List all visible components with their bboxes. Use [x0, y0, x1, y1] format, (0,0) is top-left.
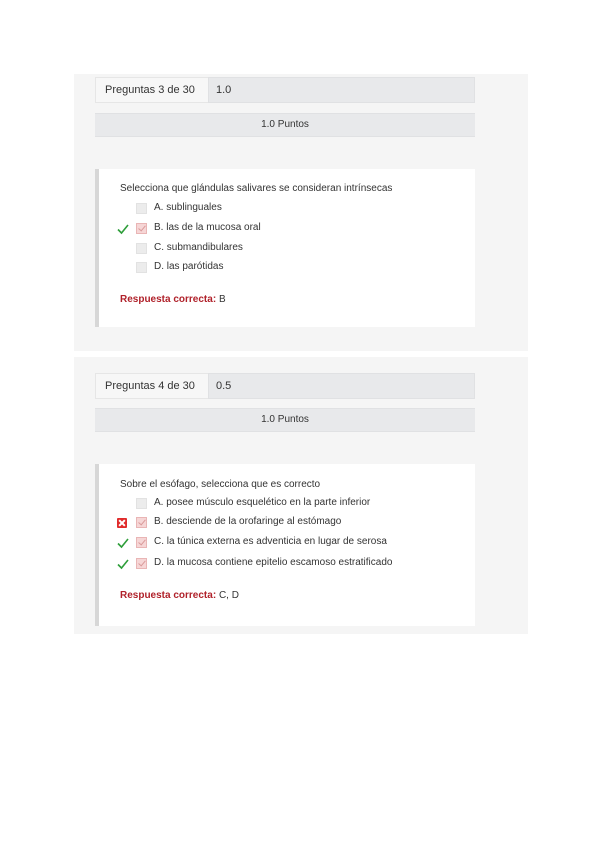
- option-text: B. desciende de la orofaringe al estómago: [154, 516, 342, 527]
- correct-answer-value: C, D: [218, 590, 239, 601]
- question-body: [95, 464, 475, 626]
- option-checkbox-selected: [136, 517, 147, 528]
- answer-option-d: [99, 260, 459, 276]
- correct-answer: [120, 590, 239, 601]
- question-text: Selecciona que glándulas salivares se consideran intrínsecas: [120, 183, 393, 194]
- correct-answer-label: Respuesta correcta:: [120, 590, 217, 601]
- option-text: C. la túnica externa es adventicia en lugar de serosa: [154, 536, 387, 547]
- answer-option-b: [99, 515, 459, 531]
- option-text: D. las parótidas: [154, 261, 224, 272]
- correct-answer-label: Respuesta correcta:: [120, 294, 217, 305]
- check-icon: [116, 222, 130, 236]
- question-points: 1.0 Puntos: [95, 113, 475, 137]
- check-icon: [116, 536, 130, 550]
- option-checkbox: [136, 243, 147, 254]
- question-score: 1.0: [208, 77, 475, 103]
- check-icon: [116, 557, 130, 571]
- answer-option-d: [99, 556, 459, 572]
- option-checkbox: [136, 262, 147, 273]
- option-text: A. sublinguales: [154, 202, 222, 213]
- answer-option-c: [99, 241, 459, 257]
- question-card-4: [74, 357, 528, 634]
- option-checkbox: [136, 203, 147, 214]
- question-number: Preguntas 3 de 30: [95, 77, 208, 103]
- correct-answer: [120, 294, 226, 305]
- question-header: [95, 77, 475, 103]
- correct-answer-value: B: [218, 294, 226, 305]
- x-icon: [117, 518, 127, 528]
- question-text: Sobre el esófago, selecciona que es correcto: [120, 479, 321, 490]
- option-text: A. posee músculo esquelético en la parte inferior: [154, 497, 371, 508]
- option-checkbox-selected: [136, 558, 147, 569]
- option-text: C. submandibulares: [154, 242, 243, 253]
- question-header: [95, 373, 475, 399]
- option-text: D. la mucosa contiene epitelio escamoso estratificado: [154, 557, 393, 568]
- option-checkbox: [136, 498, 147, 509]
- answer-option-b: [99, 221, 459, 237]
- question-body: [95, 169, 475, 327]
- answer-option-c: [99, 535, 459, 551]
- question-card-3: [74, 74, 528, 351]
- answer-option-a: [99, 201, 459, 217]
- question-number: Preguntas 4 de 30: [95, 373, 208, 399]
- question-points: 1.0 Puntos: [95, 408, 475, 432]
- option-checkbox-selected: [136, 537, 147, 548]
- question-score: 0.5: [208, 373, 475, 399]
- option-text: B. las de la mucosa oral: [154, 222, 261, 233]
- answer-option-a: [99, 496, 459, 512]
- option-checkbox-selected: [136, 223, 147, 234]
